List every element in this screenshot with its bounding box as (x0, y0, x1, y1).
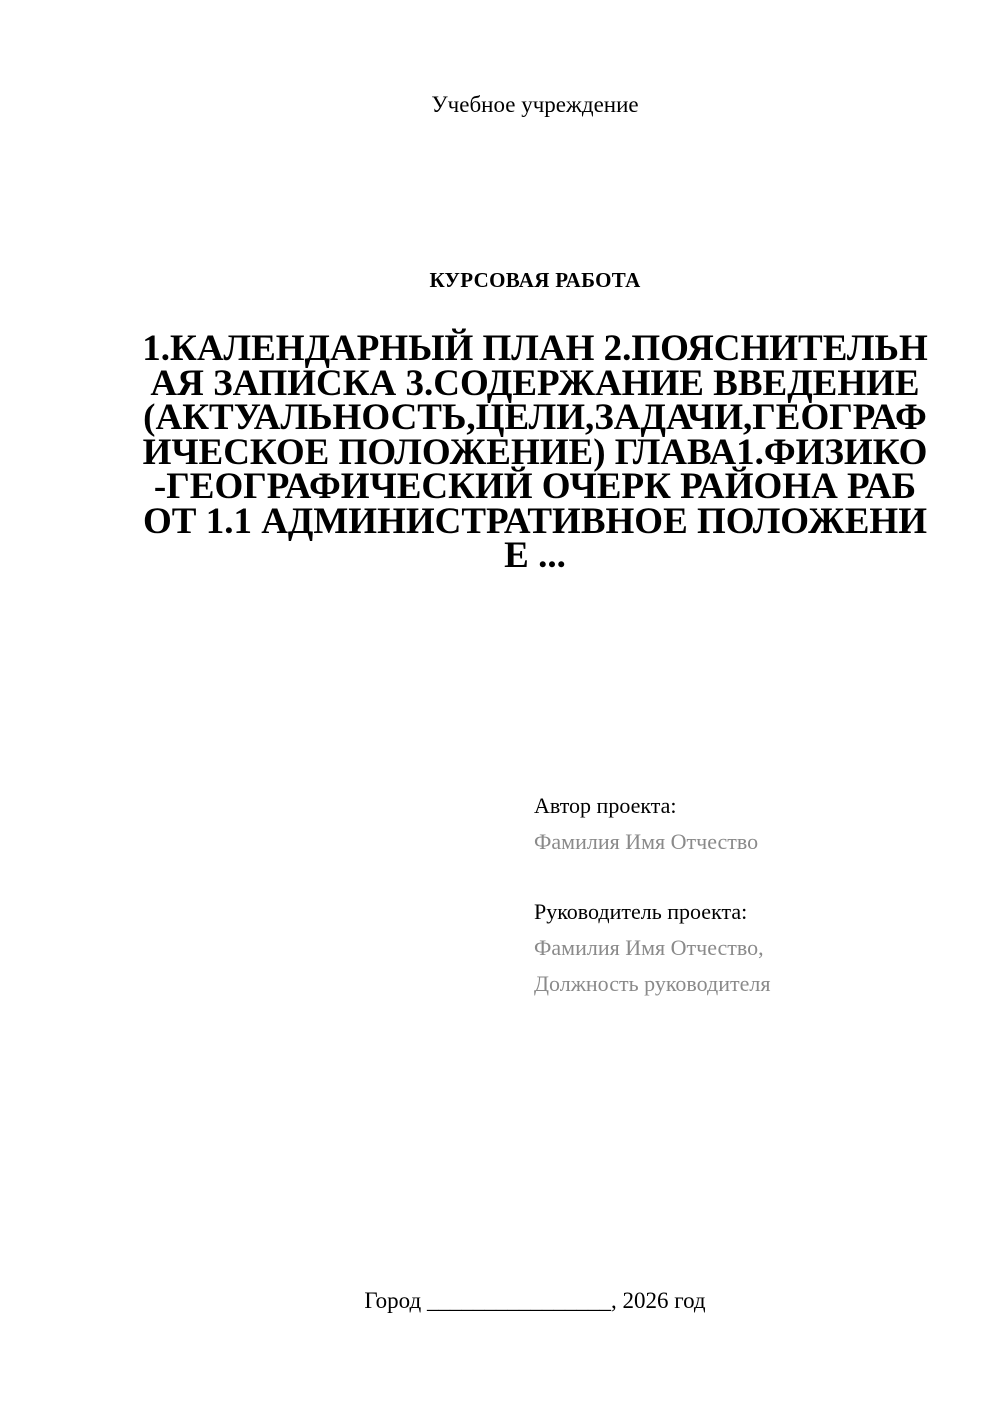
author-name: Фамилия Имя Отчество (534, 829, 759, 854)
supervisor-name: Фамилия Имя Отчество, (534, 935, 764, 960)
institution-name: Учебное учреждение (431, 92, 639, 117)
supervisor-label: Руководитель проекта: (534, 899, 748, 924)
work-type-heading: КУРСОВАЯ РАБОТА (429, 268, 641, 292)
supervisor-position: Должность руководителя (534, 971, 771, 996)
work-title: 1.КАЛЕНДАРНЫЙ ПЛАН 2.ПОЯСНИТЕЛЬНАЯ ЗАПИСКА 3.СОДЕРЖАНИЕ ВВЕДЕНИЕ (АКТУАЛЬНОСТЬ,ЦЕЛИ,ЗАДАЧИ,ГЕОГРАФИЧЕСКОЕ ПОЛОЖЕНИЕ) ГЛАВА1.ФИЗИКО-ГЕОГРАФИЧЕСКИЙ ОЧЕРК РАЙОНА РАБОТ 1.1 АДМИНИСТРАТИВНОЕ ПОЛОЖЕНИЕ ... (142, 328, 928, 576)
supervisor-block (534, 894, 974, 1002)
author-block (534, 788, 974, 860)
city-year-line: Город ________________, 2026 год (364, 1288, 706, 1313)
author-label: Автор проекта: (534, 793, 677, 818)
credits-block (534, 788, 974, 1002)
